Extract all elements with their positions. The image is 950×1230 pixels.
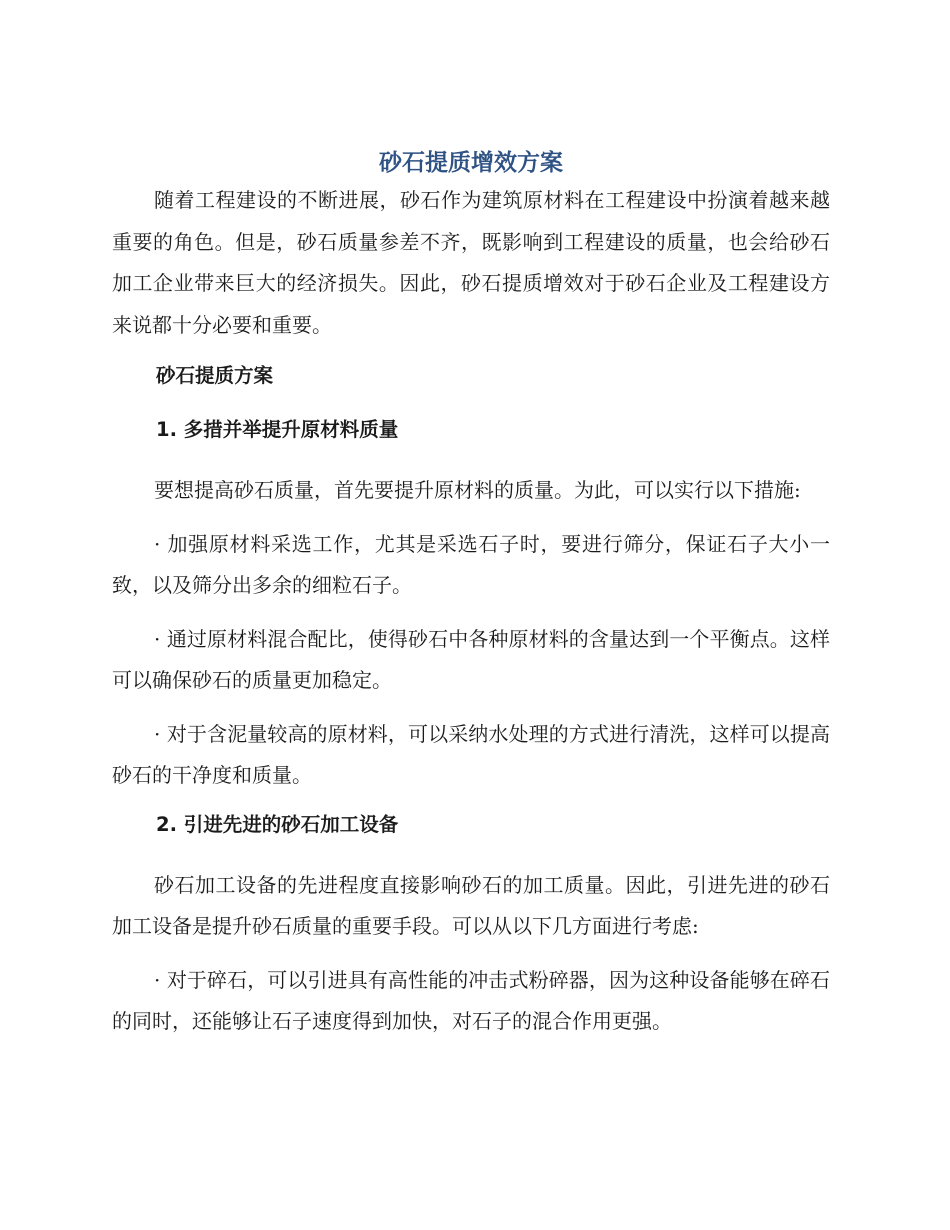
subsection-1-lead: 要想提高砂石质量，首先要提升原材料的质量。为此，可以实行以下措施: [154, 478, 801, 502]
document-page [112, 148, 830, 1055]
section-heading: 砂石提质方案 [156, 364, 274, 387]
subsection-1-heading: 1. 多措并举提升原材料质量 [156, 418, 399, 441]
document-title: 砂石提质增效方案 [379, 150, 563, 176]
subsection-2-heading: 2. 引进先进的砂石加工设备 [156, 812, 399, 836]
subsection-2-lead: 砂石加工设备的先进程度直接影响砂石的加工质量。因此，引进先进的砂石加工设备是提升砂石质量的重要手段。可以从以下几方面进行考虑: [112, 872, 830, 938]
bullet-item: · 加强原材料采选工作，尤其是采选石子时，要进行筛分，保证石子大小一致，以及筛分出多余的细粒石子。 [112, 531, 830, 597]
intro-paragraph: 随着工程建设的不断进展，砂石作为建筑原材料在工程建设中扮演着越来越重要的角色。但是，砂石质量参差不齐，既影响到工程建设的质量，也会给砂石加工企业带来巨大的经济损失。因此，砂石提质增效对于砂石企业及工程建设方来说都十分必要和重要。 [112, 188, 830, 337]
bullet-item: · 通过原材料混合配比，使得砂石中各种原材料的含量达到一个平衡点。这样可以确保砂石的质量更加稳定。 [112, 626, 830, 692]
bullet-item: · 对于碎石，可以引进具有高性能的冲击式粉碎器，因为这种设备能够在碎石的同时，还能够让石子速度得到加快，对石子的混合作用更强。 [112, 967, 830, 1033]
bullet-item: · 对于含泥量较高的原材料，可以采纳水处理的方式进行清洗，这样可以提高砂石的干净度和质量。 [112, 721, 830, 787]
